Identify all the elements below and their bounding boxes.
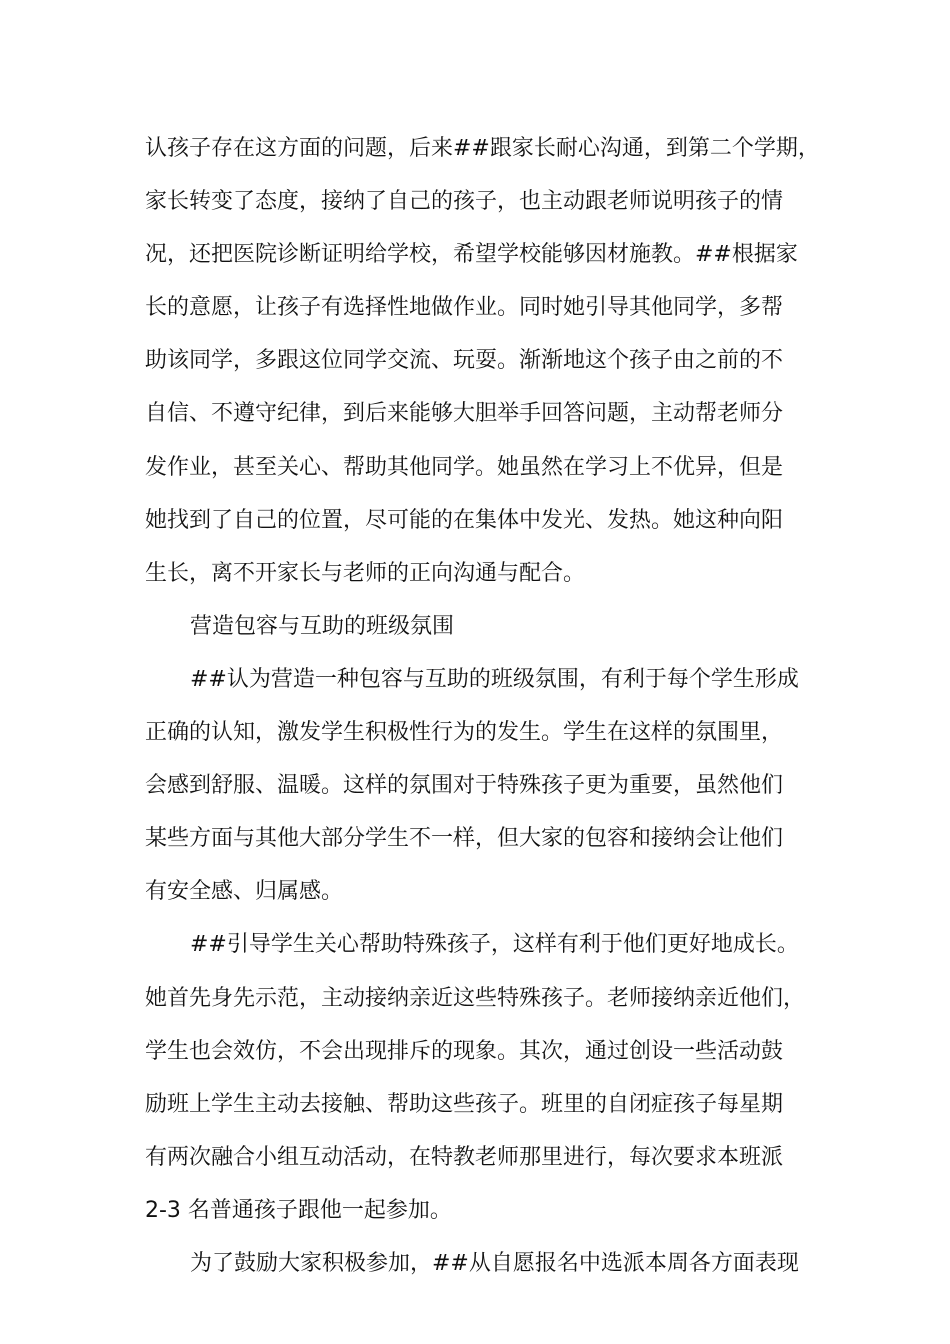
text-line: 她首先身先示范，主动接纳亲近这些特殊孩子。老师接纳亲近他们， — [145, 985, 806, 1011]
text-line: 会感到舒服、温暖。这样的氛围对于特殊孩子更为重要，虽然他们 — [145, 773, 784, 799]
text-line: 发作业，甚至关心、帮助其他同学。她虽然在学习上不优异，但是 — [145, 454, 784, 480]
paragraph-first-line: ##引导学生关心帮助特殊孩子，这样有利于他们更好地成长。 — [190, 932, 799, 958]
text-line: 她找到了自己的位置，尽可能的在集体中发光、发热。她这种向阳 — [145, 507, 784, 533]
text-line: 某些方面与其他大部分学生不一样，但大家的包容和接纳会让他们 — [145, 826, 784, 852]
text-line: 2-3 名普通孩子跟他一起参加。 — [145, 1197, 452, 1223]
document-body — [145, 122, 835, 1290]
text-line: 自信、不遵守纪律，到后来能够大胆举手回答问题，主动帮老师分 — [145, 401, 784, 427]
text-line: 认孩子存在这方面的问题，后来##跟家长耐心沟通，到第二个学期， — [145, 136, 820, 161]
text-line: 正确的认知，激发学生积极性行为的发生。学生在这样的氛围里， — [145, 720, 784, 746]
text-line: 家长转变了态度，接纳了自己的孩子，也主动跟老师说明孩子的情 — [145, 189, 784, 215]
text-line: 况，还把医院诊断证明给学校，希望学校能够因材施教。##根据家 — [145, 242, 798, 268]
text-line: 长的意愿，让孩子有选择性地做作业。同时她引导其他同学，多帮 — [145, 295, 784, 321]
text-line: 励班上学生主动去接触、帮助这些孩子。班里的自闭症孩子每星期 — [145, 1091, 784, 1117]
paragraph-first-line: 为了鼓励大家积极参加，##从自愿报名中选派本周各方面表现 — [190, 1250, 799, 1276]
text-line: 学生也会效仿，不会出现排斥的现象。其次，通过创设一些活动鼓 — [145, 1038, 784, 1064]
text-line: 生长，离不开家长与老师的正向沟通与配合。 — [145, 560, 586, 586]
text-line: 有安全感、归属感。 — [145, 879, 344, 905]
paragraph-first-line: 营造包容与互助的班级氛围 — [190, 613, 455, 639]
text-line: 有两次融合小组互动活动，在特教老师那里进行，每次要求本班派 — [145, 1144, 784, 1170]
text-line: 助该同学，多跟这位同学交流、玩耍。渐渐地这个孩子由之前的不 — [145, 348, 784, 374]
paragraph-first-line: ##认为营造一种包容与互助的班级氛围，有利于每个学生形成 — [190, 666, 799, 692]
